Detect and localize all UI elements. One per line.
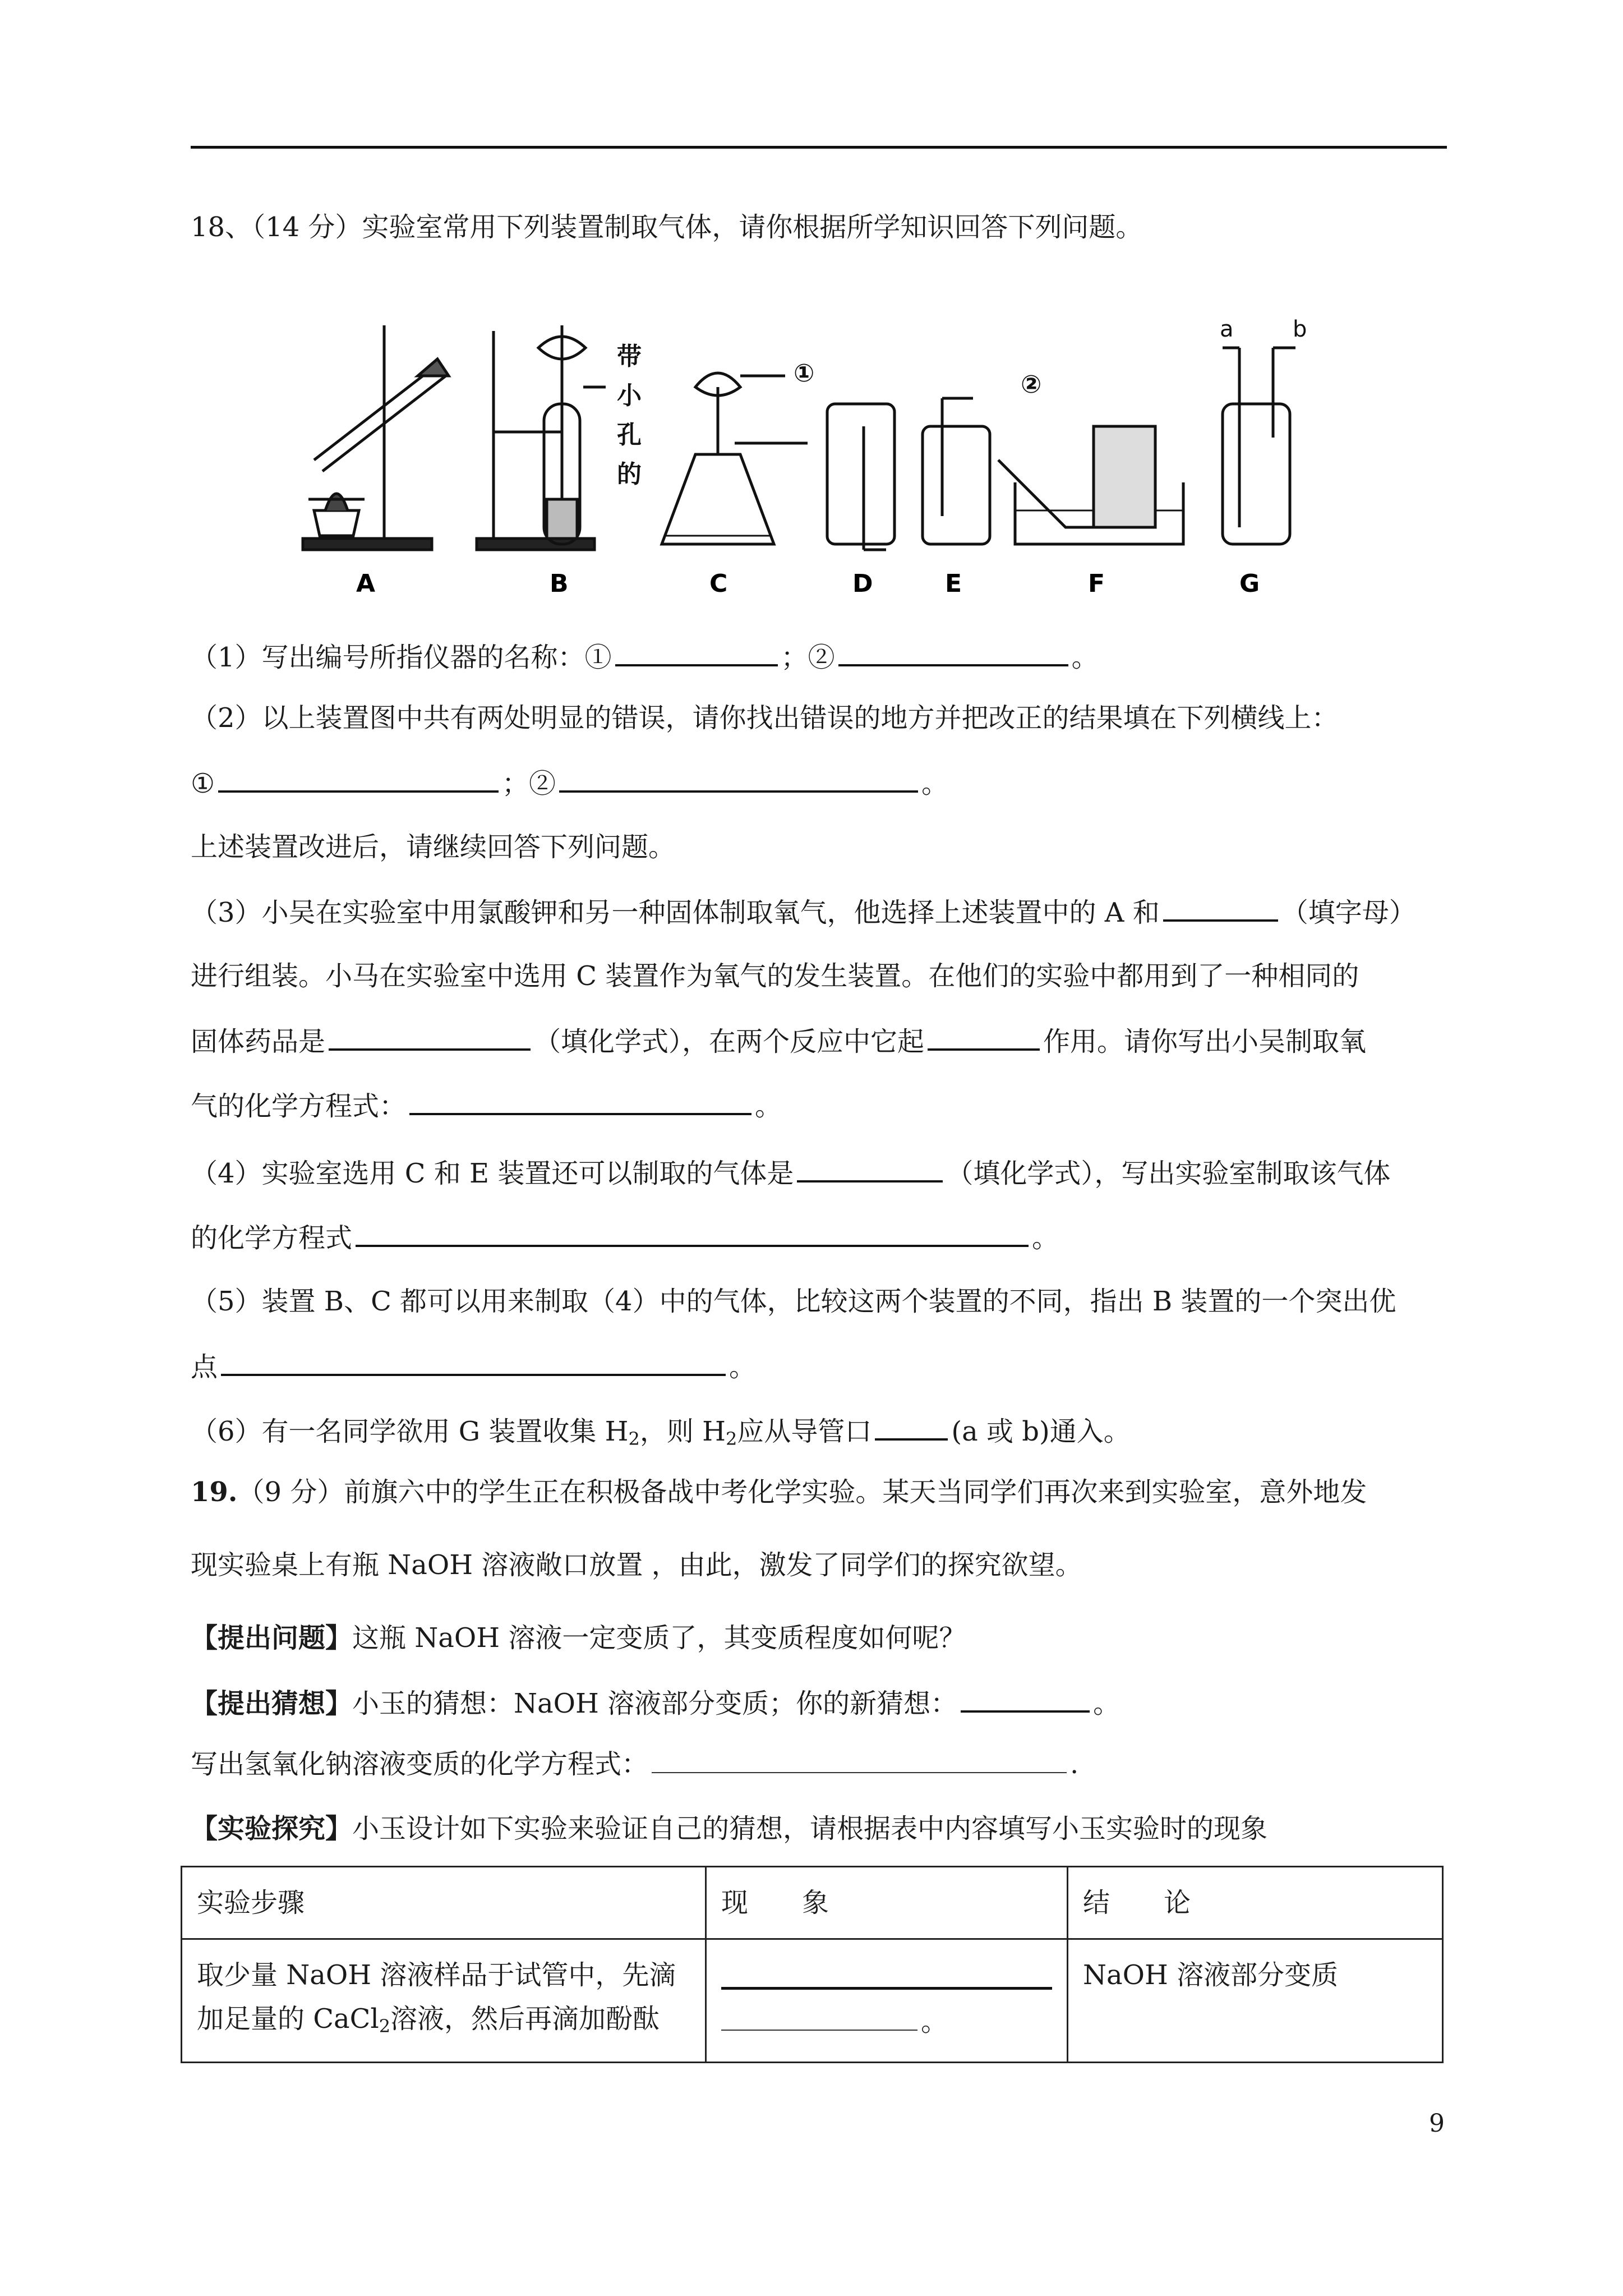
- q18-part3-line1: [191, 895, 1416, 930]
- step-line2: [197, 1997, 690, 2048]
- answer-blank[interactable]: [409, 1088, 751, 1115]
- q18-part4-line2: [191, 1220, 1059, 1255]
- figure-note-1: 带: [617, 342, 642, 371]
- answer-blank[interactable]: [797, 1156, 943, 1182]
- step-text: 加足量的 CaCl: [197, 2003, 379, 2035]
- step-line1: 取少量 NaOH 溶液样品于试管中，先滴: [197, 1959, 676, 1991]
- figure-label-F: F: [1088, 569, 1105, 598]
- apparatus-figure: [292, 314, 1335, 606]
- answer-blank[interactable]: [838, 639, 1068, 666]
- answer-blank[interactable]: [652, 1747, 1067, 1773]
- table-cell-step: [182, 1939, 706, 2063]
- q18-part1: [191, 639, 1099, 674]
- answer-blank[interactable]: [721, 2005, 917, 2031]
- q18-part5-text: 点: [191, 1351, 218, 1383]
- q18-part3-text3a: 固体药品是: [191, 1026, 326, 1057]
- q18-part3-text3b: （填化学式），在两个反应中它起: [534, 1026, 925, 1057]
- q18-part6-text-d: (a 或 b)通入。: [951, 1416, 1131, 1447]
- answer-blank[interactable]: [218, 766, 499, 793]
- q18-part2: （2）以上装置图中共有两处明显的错误，请你找出错误的地方并把改正的结果填在下列横线上：: [191, 702, 1339, 734]
- q18-part5-end: 。: [729, 1351, 757, 1383]
- answer-blank[interactable]: [961, 1686, 1090, 1713]
- header-rule: [191, 146, 1447, 149]
- q19-intro: （9 分）前旗六中的学生正在积极备战中考化学实验。某天当同学们再次来到实验室，意外地发: [237, 1476, 1367, 1508]
- answer-blank[interactable]: [1163, 895, 1278, 922]
- q19-line1: [191, 1475, 1367, 1509]
- answer-blank[interactable]: [559, 766, 918, 793]
- answer-blank[interactable]: [356, 1220, 1029, 1247]
- q18-part1-sep: ；②: [781, 642, 835, 673]
- q19-number: 19.: [191, 1476, 238, 1508]
- section-tag: 【提出问题】: [191, 1622, 353, 1654]
- q18-part3-text3c: 作用。请你写出小吴制取氧: [1043, 1026, 1367, 1057]
- circle-label-1: ①: [794, 359, 815, 388]
- q18-part4-end: 。: [1032, 1222, 1059, 1254]
- q18-part3-line4: [191, 1088, 782, 1123]
- equation-text: 写出氢氧化钠溶液变质的化学方程式：: [191, 1749, 649, 1780]
- q18-title: 18、（14 分）实验室常用下列装置制取气体，请你根据所学知识回答下列问题。: [191, 211, 1143, 243]
- experiment-table: [181, 1866, 1444, 2063]
- guess-end: 。: [1093, 1688, 1121, 1719]
- q18-part6-text-b: ，则 H: [639, 1416, 726, 1447]
- q18-part3-line3: [191, 1024, 1366, 1059]
- equation-end: .: [1070, 1749, 1079, 1780]
- answer-blank[interactable]: [615, 639, 778, 666]
- q18-part3-text: （3）小吴在实验室中用氯酸钾和另一种固体制取氧气，他选择上述装置中的 A 和: [191, 897, 1160, 928]
- figure-label-E: E: [945, 569, 962, 598]
- q18-part3-text4: 气的化学方程式：: [191, 1091, 407, 1122]
- figure-label-D: D: [852, 569, 873, 598]
- table-header-row: [182, 1867, 1443, 1939]
- answer-blank[interactable]: [329, 1024, 531, 1051]
- q18-part2-num1: ①: [191, 768, 215, 799]
- q18-part3-end: 。: [755, 1091, 782, 1122]
- answer-blank[interactable]: [928, 1024, 1040, 1051]
- q18-after: 上述装置改进后，请继续回答下列问题。: [191, 831, 676, 863]
- table-cell-conclusion: NaOH 溶液部分变质: [1068, 1939, 1443, 2063]
- q18-part2-end: 。: [921, 768, 949, 799]
- q18-part2-num2: ；②: [502, 768, 556, 799]
- answer-blank[interactable]: [221, 1349, 726, 1376]
- step-text: 溶液，然后再滴加酚酞: [390, 2003, 660, 2035]
- q18-part6: [191, 1414, 1131, 1456]
- q18-part2-answers: [191, 766, 948, 800]
- subscript: 2: [628, 1428, 640, 1450]
- q19-guess: [191, 1686, 1120, 1720]
- subscript: 2: [726, 1428, 737, 1450]
- q18-part4-text2: 的化学方程式: [191, 1222, 353, 1254]
- q18-part3-line2: 进行组装。小马在实验室中选用 C 装置作为氧气的发生装置。在他们的实验中都用到了一种相同的: [191, 960, 1359, 992]
- q18-part1-text: （1）写出编号所指仪器的名称：①: [191, 642, 612, 673]
- subscript: 2: [379, 2016, 391, 2037]
- q18-part3-hint: （填字母）: [1281, 897, 1416, 928]
- section-tag: 【提出猜想】: [191, 1688, 353, 1719]
- figure-label-G: G: [1239, 569, 1260, 598]
- q18-part4-text: （4）实验室选用 C 和 E 装置还可以制取的气体是: [191, 1158, 794, 1189]
- q19-equation: [191, 1747, 1078, 1781]
- answer-blank[interactable]: [875, 1414, 948, 1441]
- q18-part5-line1: （5）装置 B、C 都可以用来制取（4）中的气体，比较这两个装置的不同，指出 B 装置的一个突出优: [191, 1286, 1396, 1317]
- table-header: 现 象: [706, 1867, 1068, 1939]
- port-a-label: a: [1220, 316, 1234, 342]
- table-header: 结 论: [1068, 1867, 1443, 1939]
- q18-part4-hint: （填化学式），写出实验室制取该气体: [946, 1158, 1391, 1189]
- figure-note-2: 小: [617, 381, 642, 410]
- explore-text: 小玉设计如下实验来验证自己的猜想，请根据表中内容填写小玉实验时的现象: [352, 1813, 1268, 1844]
- q19-explore: [191, 1812, 1267, 1846]
- figure-note-4: 的: [617, 460, 642, 489]
- q19-line2: 现实验桌上有瓶 NaOH 溶液敞口放置 ，由此，激发了同学们的探究欲望。: [191, 1549, 1082, 1581]
- q18-part6-text-c: 应从导管口: [737, 1416, 872, 1447]
- q18-part6-text-a: （6）有一名同学欲用 G 装置收集 H: [191, 1416, 629, 1447]
- circle-label-2: ②: [1021, 370, 1042, 399]
- page-number: 9: [1429, 2109, 1445, 2138]
- q19-question: [191, 1621, 966, 1655]
- table-row: [182, 1939, 1443, 2063]
- phenomenon-end: 。: [921, 2006, 948, 2037]
- guess-text: 小玉的猜想：NaOH 溶液部分变质；你的新猜想：: [352, 1688, 958, 1719]
- figure-note-3: 孔: [617, 421, 642, 449]
- answer-blank[interactable]: [721, 1953, 1052, 1990]
- figure-label-A: A: [356, 569, 376, 598]
- q18-part5-line2: [191, 1349, 756, 1384]
- section-tag: 【实验探究】: [191, 1813, 353, 1844]
- figure-label-C: C: [709, 569, 728, 598]
- table-header: 实验步骤: [182, 1867, 706, 1939]
- table-cell-phenomenon: [706, 1939, 1068, 2063]
- q18-part1-end: 。: [1071, 642, 1099, 673]
- q18-part4-line1: [191, 1156, 1390, 1190]
- question-text: 这瓶 NaOH 溶液一定变质了，其变质程度如何呢？: [352, 1622, 966, 1654]
- port-b-label: b: [1293, 316, 1307, 342]
- figure-label-B: B: [550, 569, 569, 598]
